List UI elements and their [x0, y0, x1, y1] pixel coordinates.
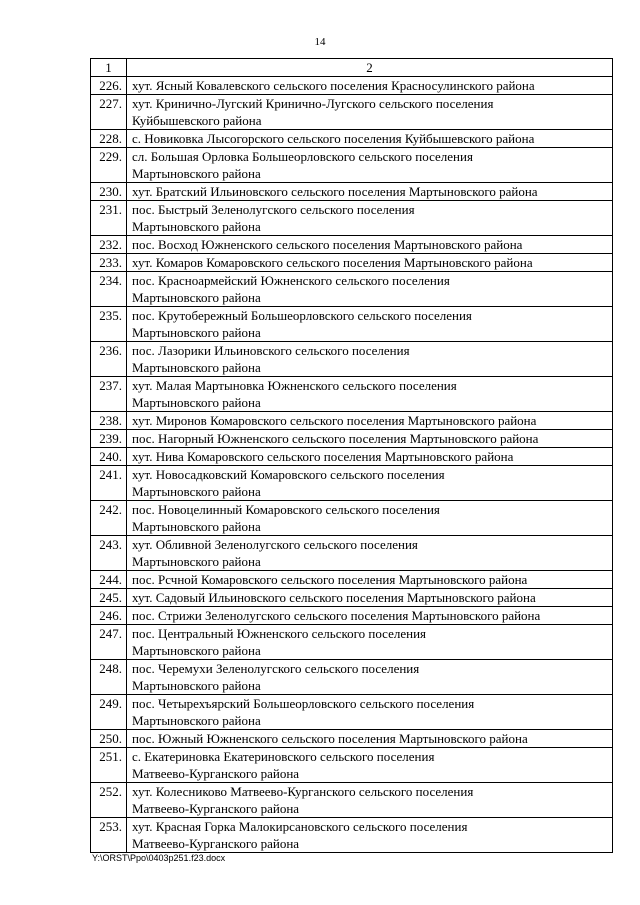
description-line: Мартыновского района	[132, 554, 261, 569]
description-line: Мартыновского района	[132, 395, 261, 410]
row-number: 234.	[91, 272, 127, 307]
table-row	[91, 695, 613, 730]
row-number: 233.	[91, 254, 127, 272]
row-number: 245.	[91, 589, 127, 607]
description-line: пос. Четырехъярский Большеорловского сельского поселения	[132, 696, 475, 711]
settlement-description	[127, 130, 613, 148]
table-row	[91, 589, 613, 607]
description-line: сл. Большая Орловка Большеорловского сельского поселения	[132, 149, 473, 164]
table-row	[91, 501, 613, 536]
column-header-2: 2	[127, 59, 613, 77]
description-line: Куйбышевского района	[132, 113, 262, 128]
table-body	[91, 77, 613, 853]
description-line: хут. Новосадковский Комаровского сельского поселения	[132, 467, 445, 482]
table-row	[91, 466, 613, 501]
description-line: пос. Восход Южненского сельского поселения Мартыновского района	[132, 237, 523, 252]
table-row	[91, 730, 613, 748]
description-line: хут. Садовый Ильиновского сельского поселения Мартыновского района	[132, 590, 536, 605]
settlement-description	[127, 571, 613, 589]
settlement-description	[127, 95, 613, 130]
description-line: хут. Красная Горка Малокирсановского сельского поселения	[132, 819, 468, 834]
table-row	[91, 818, 613, 853]
description-line: пос. Красноармейский Южненского сельского поселения	[132, 273, 450, 288]
description-line: Мартыновского района	[132, 678, 261, 693]
description-line: хут. Обливной Зеленолугского сельского поселения	[132, 537, 418, 552]
table-row	[91, 130, 613, 148]
row-number: 227.	[91, 95, 127, 130]
settlement-description	[127, 783, 613, 818]
settlement-description	[127, 377, 613, 412]
table-row	[91, 448, 613, 466]
table-row	[91, 95, 613, 130]
description-line: Матвеево-Курганского района	[132, 801, 300, 816]
table-row	[91, 607, 613, 625]
description-line: Мартыновского района	[132, 290, 261, 305]
settlement-description	[127, 412, 613, 430]
description-line: хут. Колесниково Матвеево-Курганского сельского поселения	[132, 784, 474, 799]
row-number: 251.	[91, 748, 127, 783]
description-line: Мартыновского района	[132, 360, 261, 375]
page-number: 14	[314, 36, 326, 48]
row-number: 239.	[91, 430, 127, 448]
description-line: Матвеево-Курганского района	[132, 836, 300, 851]
description-line: хут. Кринично-Лугский Кринично-Лугского сельского поселения	[132, 96, 494, 111]
description-line: хут. Ясный Ковалевского сельского поселения Красносулинского района	[132, 78, 535, 93]
table-row	[91, 77, 613, 95]
row-number: 228.	[91, 130, 127, 148]
description-line: Мартыновского района	[132, 519, 261, 534]
settlement-description	[127, 430, 613, 448]
table-row	[91, 536, 613, 571]
settlement-description	[127, 236, 613, 254]
description-line: с. Екатериновка Екатериновского сельского поселения	[132, 749, 435, 764]
row-number: 238.	[91, 412, 127, 430]
description-line: хут. Нива Комаровского сельского поселения Мартыновского района	[132, 449, 514, 464]
settlement-description	[127, 536, 613, 571]
row-number: 240.	[91, 448, 127, 466]
settlement-description	[127, 625, 613, 660]
description-line: пос. Нагорный Южненского сельского поселения Мартыновского района	[132, 431, 539, 446]
settlement-description	[127, 342, 613, 377]
row-number: 226.	[91, 77, 127, 95]
settlement-description	[127, 307, 613, 342]
row-number: 248.	[91, 660, 127, 695]
row-number: 232.	[91, 236, 127, 254]
settlement-description	[127, 589, 613, 607]
table-row	[91, 254, 613, 272]
table-row	[91, 236, 613, 254]
row-number: 241.	[91, 466, 127, 501]
table-row	[91, 660, 613, 695]
description-line: пос. Центральный Южненского сельского поселения	[132, 626, 427, 641]
row-number: 229.	[91, 148, 127, 183]
settlement-description	[127, 254, 613, 272]
description-line: Мартыновского района	[132, 166, 261, 181]
row-number: 246.	[91, 607, 127, 625]
table-row	[91, 307, 613, 342]
table-row	[91, 571, 613, 589]
row-number: 250.	[91, 730, 127, 748]
description-line: пос. Стрижи Зеленолугского сельского поселения Мартыновского района	[132, 608, 541, 623]
row-number: 242.	[91, 501, 127, 536]
settlements-table	[90, 58, 613, 853]
row-number: 243.	[91, 536, 127, 571]
row-number: 252.	[91, 783, 127, 818]
description-line: хут. Братский Ильиновского сельского поселения Мартыновского района	[132, 184, 538, 199]
settlement-description	[127, 501, 613, 536]
description-line: хут. Малая Мартыновка Южненского сельского поселения	[132, 378, 457, 393]
description-line: Мартыновского района	[132, 713, 261, 728]
description-line: пос. Новоцелинный Комаровского сельского поселения	[132, 502, 440, 517]
row-number: 253.	[91, 818, 127, 853]
row-number: 231.	[91, 201, 127, 236]
description-line: Мартыновского района	[132, 325, 261, 340]
settlement-description	[127, 660, 613, 695]
table-row	[91, 342, 613, 377]
table-row	[91, 201, 613, 236]
row-number: 249.	[91, 695, 127, 730]
settlement-description	[127, 272, 613, 307]
description-line: пос. Лазорики Ильиновского сельского поселения	[132, 343, 410, 358]
table-row	[91, 783, 613, 818]
description-line: пос. Быстрый Зеленолугского сельского поселения	[132, 202, 415, 217]
settlement-description	[127, 183, 613, 201]
row-number: 237.	[91, 377, 127, 412]
description-line: Мартыновского района	[132, 484, 261, 499]
description-line: пос. Черемухи Зеленолугского сельского поселения	[132, 661, 420, 676]
settlement-description	[127, 607, 613, 625]
table-row	[91, 272, 613, 307]
column-header-1: 1	[91, 59, 127, 77]
description-line: Мартыновского района	[132, 219, 261, 234]
row-number: 230.	[91, 183, 127, 201]
table-row	[91, 412, 613, 430]
row-number: 236.	[91, 342, 127, 377]
row-number: 247.	[91, 625, 127, 660]
table-row	[91, 748, 613, 783]
row-number: 235.	[91, 307, 127, 342]
table-header-row	[91, 59, 613, 77]
settlement-description	[127, 748, 613, 783]
description-line: пос. Крутобережный Большеорловского сельского поселения	[132, 308, 472, 323]
settlement-description	[127, 201, 613, 236]
description-line: пос. Южный Южненского сельского поселения Мартыновского района	[132, 731, 528, 746]
settlement-description	[127, 448, 613, 466]
settlement-description	[127, 818, 613, 853]
description-line: хут. Комаров Комаровского сельского поселения Мартыновского района	[132, 255, 533, 270]
description-line: пос. Рсчной Комаровского сельского поселения Мартыновского района	[132, 572, 528, 587]
description-line: Мартыновского района	[132, 643, 261, 658]
table-row	[91, 377, 613, 412]
file-path-footer: Y:\ORST\Ppo\0403p251.f23.docx	[92, 853, 226, 863]
settlement-description	[127, 77, 613, 95]
description-line: Матвеево-Курганского района	[132, 766, 300, 781]
table-row	[91, 183, 613, 201]
settlement-description	[127, 695, 613, 730]
settlement-description	[127, 730, 613, 748]
settlement-description	[127, 466, 613, 501]
settlement-description	[127, 148, 613, 183]
table-row	[91, 430, 613, 448]
table-row	[91, 625, 613, 660]
row-number: 244.	[91, 571, 127, 589]
description-line: хут. Миронов Комаровского сельского поселения Мартыновского района	[132, 413, 537, 428]
description-line: с. Новиковка Лысогорского сельского поселения Куйбышевского района	[132, 131, 535, 146]
table-row	[91, 148, 613, 183]
